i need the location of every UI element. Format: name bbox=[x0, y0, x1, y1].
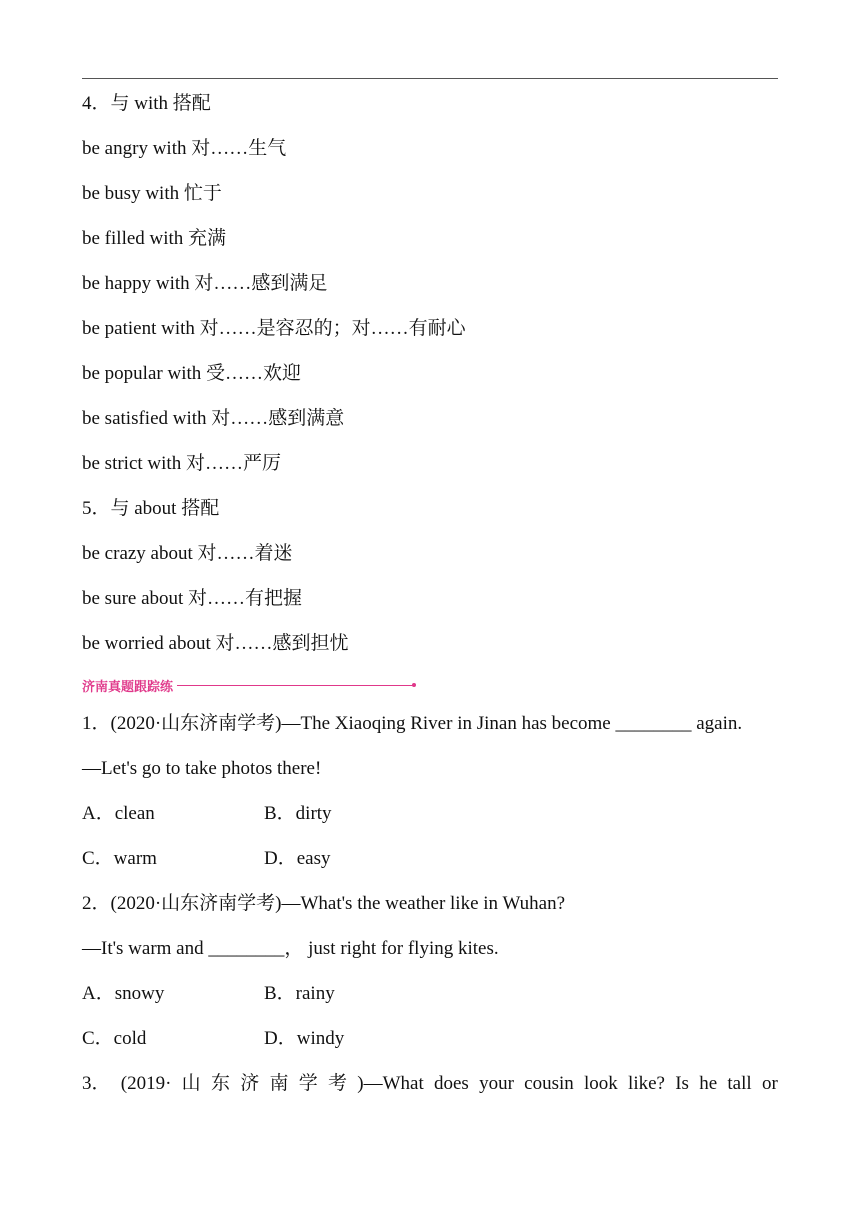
with-item: be filled with 充满 bbox=[82, 228, 227, 249]
question-1-option-c: C．warm bbox=[82, 848, 157, 869]
with-item: be popular with 受……欢迎 bbox=[82, 363, 302, 384]
about-heading: 5．与 about 搭配 bbox=[82, 498, 220, 519]
practice-section-label: 济南真题跟踪练 bbox=[82, 680, 174, 695]
with-item: be strict with 对……严厉 bbox=[82, 453, 281, 474]
q3-word: )—What bbox=[357, 1073, 424, 1094]
q3-word: 东 bbox=[210, 1073, 230, 1094]
question-1-option-b: B．dirty bbox=[264, 803, 332, 824]
q3-word: your bbox=[479, 1073, 514, 1094]
question-2-option-d: D．windy bbox=[264, 1028, 345, 1049]
q3-word: cousin bbox=[524, 1073, 574, 1094]
q3-word: tall bbox=[727, 1073, 752, 1094]
question-1-option-a: A．clean bbox=[82, 803, 155, 824]
question-2-stem: 2．(2020·山东济南学考)—What's the weather like in Wuhan? bbox=[82, 893, 565, 914]
question-2-stem-line2: —It's warm and ________， just right for flying kites. bbox=[82, 938, 499, 959]
q3-word: 考 bbox=[328, 1073, 348, 1094]
q3-word: he bbox=[699, 1073, 718, 1094]
with-item: be patient with 对……是容忍的；对……有耐心 bbox=[82, 318, 466, 339]
question-1-stem: 1．(2020·山东济南学考)—The Xiaoqing River in Jinan has become ________ again. bbox=[82, 713, 743, 734]
about-item: be sure about 对……有把握 bbox=[82, 588, 303, 609]
with-item: be happy with 对……感到满足 bbox=[82, 273, 328, 294]
q3-word: 山 bbox=[181, 1073, 201, 1094]
q3-word: 济 bbox=[240, 1073, 260, 1094]
question-2-option-a: A．snowy bbox=[82, 983, 165, 1004]
q3-word: 学 bbox=[298, 1073, 318, 1094]
question-3-stem bbox=[82, 1072, 778, 1096]
q3-word: look bbox=[584, 1073, 618, 1094]
q3-word: or bbox=[761, 1073, 778, 1094]
q3-word: (2019· bbox=[120, 1073, 172, 1094]
section-title-rule bbox=[177, 685, 413, 686]
q3-word: 3． bbox=[82, 1073, 111, 1094]
with-item: be angry with 对……生气 bbox=[82, 138, 287, 159]
question-2-option-b: B．rainy bbox=[264, 983, 335, 1004]
q3-word: like? bbox=[628, 1073, 665, 1094]
q3-word: 南 bbox=[269, 1073, 289, 1094]
question-2-option-c: C．cold bbox=[82, 1028, 147, 1049]
q3-word: Is bbox=[675, 1073, 689, 1094]
q3-word: does bbox=[434, 1073, 469, 1094]
question-1-option-d: D．easy bbox=[264, 848, 331, 869]
about-item: be worried about 对……感到担忧 bbox=[82, 633, 349, 654]
with-heading: 4．与 with 搭配 bbox=[82, 93, 211, 114]
question-1-stem-line2: —Let's go to take photos there! bbox=[82, 758, 322, 779]
header-rule bbox=[82, 78, 778, 79]
with-item: be busy with 忙于 bbox=[82, 183, 222, 204]
practice-section-title bbox=[82, 676, 413, 695]
about-item: be crazy about 对……着迷 bbox=[82, 543, 293, 564]
with-item: be satisfied with 对……感到满意 bbox=[82, 408, 345, 429]
